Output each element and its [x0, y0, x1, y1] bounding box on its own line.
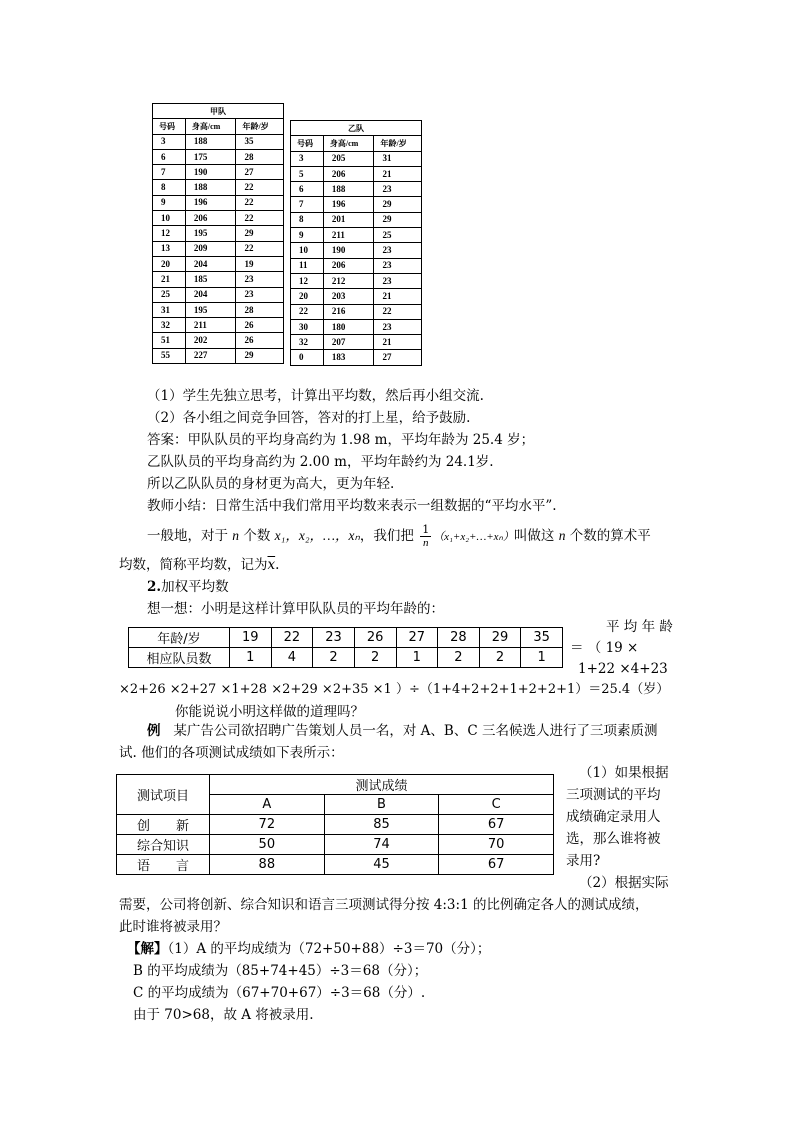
table-row	[291, 151, 422, 166]
definition2-text-b: .	[275, 557, 280, 573]
need-line-1: 需要，公司将创新、综合知识和语言三项测试得分按 4:3:1 的比例确定各人的测试成绩，	[119, 897, 649, 913]
table-row	[153, 165, 284, 180]
table-row	[291, 228, 422, 243]
table-cell: 9	[291, 228, 324, 243]
table-row	[153, 256, 284, 271]
table-row	[291, 243, 422, 258]
table-cell: 206	[323, 166, 374, 181]
count-cell: 2	[479, 648, 521, 668]
team-b-table	[290, 120, 422, 366]
table-cell: 25	[153, 287, 186, 302]
table-cell: 22	[291, 304, 324, 319]
table-cell: 204	[185, 287, 236, 302]
table-cell: 22	[374, 304, 422, 319]
table-cell: 6	[153, 149, 186, 164]
score-item: 综合知识	[117, 834, 210, 854]
definition2-text-a: 均数，简称平均数，记为	[119, 557, 268, 573]
table-row	[153, 149, 284, 164]
team-b-title: 乙队	[291, 121, 422, 136]
calc-right-2: ＝ （ 19 ×	[570, 640, 639, 656]
table-cell: 8	[291, 212, 324, 227]
table-cell: 5	[291, 166, 324, 181]
table-cell: 3	[291, 151, 324, 166]
table-cell: 196	[323, 197, 374, 212]
side-text-4: 选，那么谁将被	[566, 831, 661, 847]
table-cell: 23	[236, 272, 284, 287]
table-cell: 183	[323, 350, 374, 365]
table-cell: 12	[153, 226, 186, 241]
example-line-2: 试. 他们的各项测试成绩如下表所示：	[119, 745, 344, 761]
table-cell: 29	[236, 348, 284, 363]
table-cell: 31	[153, 302, 186, 317]
header-test-scores: 测试成绩	[210, 775, 554, 795]
table-cell: 9	[153, 195, 186, 210]
side-text-2: 三项测试的平均	[566, 787, 661, 803]
count-cell: 2	[354, 648, 396, 668]
table-cell: 7	[153, 165, 186, 180]
table-cell: 205	[323, 151, 374, 166]
table-row	[291, 197, 422, 212]
candidate-header: C	[439, 795, 554, 815]
section-2-number: 2.	[147, 579, 162, 595]
step-2: （2）各小组之间竞争回答，答对的打上星，给予鼓励.	[147, 410, 471, 426]
fraction-denominator: n	[422, 537, 429, 549]
age-cell: 28	[438, 628, 480, 648]
table-cell: 20	[291, 289, 324, 304]
table-cell: 6	[291, 182, 324, 197]
table-cell: 22	[236, 241, 284, 256]
score-cell: 85	[324, 814, 439, 834]
table-cell: 55	[153, 348, 186, 363]
table-row	[153, 302, 284, 317]
table-row	[291, 166, 422, 181]
table-cell: 27	[236, 165, 284, 180]
calc-right-3: 1+22 ×4+23	[578, 661, 668, 677]
fraction-numerator: 1	[422, 523, 430, 536]
count-cell: 4	[271, 648, 313, 668]
table-cell: 25	[374, 228, 422, 243]
table-row	[153, 318, 284, 333]
table-cell: 11	[291, 258, 324, 273]
definition-text-c: ，我们把	[359, 528, 414, 544]
age-label: 年龄/岁	[129, 628, 230, 648]
table-cell: 190	[185, 165, 236, 180]
definition-text-b: 个数	[243, 528, 271, 544]
xbar-symbol: $\overline{x}$	[267, 557, 276, 573]
calc-line: ×2+26 ×2+27 ×1+28 ×2+29 ×2+35 ×1 ）÷（1+4+2+2+1+2+2+1）＝25.4（岁）	[119, 682, 670, 697]
table-cell: 26	[236, 318, 284, 333]
table-cell: 209	[185, 241, 236, 256]
table-cell: 29	[374, 197, 422, 212]
age-cell: 27	[396, 628, 438, 648]
score-cell: 50	[210, 834, 325, 854]
table-row	[153, 272, 284, 287]
table-cell: 28	[236, 149, 284, 164]
table-row	[153, 211, 284, 226]
table-cell: 8	[153, 180, 186, 195]
example-label: 例	[147, 723, 161, 739]
think-prompt: 想一想：小明是这样计算甲队队员的平均年龄的：	[147, 601, 444, 617]
table-cell: 227	[185, 348, 236, 363]
table-cell: 29	[236, 226, 284, 241]
answer-line-2: 乙队队员的平均身高约为 2.00 m，平均年龄约为 24.1岁.	[147, 454, 494, 470]
table-row	[153, 348, 284, 363]
score-cell: 67	[439, 854, 554, 874]
side-text-6: （2）根据实际	[579, 875, 669, 891]
table-cell: 211	[323, 228, 374, 243]
score-cell: 88	[210, 854, 325, 874]
table-cell: 188	[185, 180, 236, 195]
column-header: 号码	[153, 119, 186, 134]
age-count-table	[128, 627, 563, 668]
count-cell: 2	[313, 648, 355, 668]
table-cell: 211	[185, 318, 236, 333]
table-row	[291, 273, 422, 288]
table-row	[291, 289, 422, 304]
table-cell: 196	[185, 195, 236, 210]
table-row	[153, 180, 284, 195]
table-cell: 206	[185, 211, 236, 226]
table-row	[153, 287, 284, 302]
table-cell: 13	[153, 241, 186, 256]
column-header: 号码	[291, 136, 324, 151]
team-a-table	[152, 103, 284, 364]
table-cell: 23	[374, 182, 422, 197]
example-line-1	[147, 722, 657, 740]
score-cell: 70	[439, 834, 554, 854]
solution-line-4: 由于 70>68，故 A 将被录用.	[133, 1007, 314, 1023]
table-cell: 29	[374, 212, 422, 227]
column-header: 年龄/岁	[374, 136, 422, 151]
score-item: 语 言	[117, 854, 210, 874]
table-cell: 0	[291, 350, 324, 365]
table-cell: 21	[374, 335, 422, 350]
table-cell: 195	[185, 226, 236, 241]
answer-line-3: 所以乙队队员的身材更为高大，更为年轻.	[147, 476, 395, 492]
score-cell: 74	[324, 834, 439, 854]
age-cell: 35	[521, 628, 563, 648]
table-cell: 23	[374, 273, 422, 288]
answer-line-1: 答案：甲队队员的平均身高约为 1.98 m，平均年龄为 25.4 岁；	[147, 432, 535, 448]
fraction-one-over-n	[420, 524, 431, 549]
table-cell: 21	[374, 166, 422, 181]
table-cell: 10	[153, 211, 186, 226]
age-cell: 22	[271, 628, 313, 648]
solution-text-1: （1）A 的平均成绩为（72+50+88）÷3＝70（分）；	[167, 941, 491, 957]
section-2-heading	[147, 578, 229, 596]
column-header: 身高/cm	[323, 136, 374, 151]
table-row	[291, 212, 422, 227]
table-cell: 203	[323, 289, 374, 304]
definition-sum: （x₁+x₂+…+xₙ）	[433, 531, 514, 543]
table-cell: 23	[374, 319, 422, 334]
table-cell: 23	[374, 243, 422, 258]
table-cell: 202	[185, 333, 236, 348]
age-cell: 29	[479, 628, 521, 648]
table-row	[153, 333, 284, 348]
step-1: （1）学生先独立思考，计算出平均数，然后再小组交流.	[147, 388, 484, 404]
definition-line-2	[119, 556, 279, 574]
score-table	[116, 774, 554, 875]
table-cell: 22	[236, 180, 284, 195]
age-cell: 19	[230, 628, 272, 648]
table-cell: 21	[153, 272, 186, 287]
definition-text-d: 叫做这	[513, 528, 555, 544]
solution-label: 【解】	[127, 941, 168, 957]
score-cell: 72	[210, 814, 325, 834]
table-cell: 35	[236, 134, 284, 149]
table-cell: 22	[236, 211, 284, 226]
count-cell: 1	[230, 648, 272, 668]
table-cell: 51	[153, 333, 186, 348]
table-cell: 175	[185, 149, 236, 164]
need-line-2: 此时谁将被录用？	[119, 919, 227, 935]
table-cell: 180	[323, 319, 374, 334]
score-item: 创 新	[117, 814, 210, 834]
table-cell: 20	[153, 256, 186, 271]
solution-line-3: C 的平均成绩为（67+70+67）÷3＝68（分）.	[133, 985, 426, 1001]
age-cell: 26	[354, 628, 396, 648]
table-cell: 26	[236, 333, 284, 348]
header-test-item: 测试项目	[117, 775, 210, 815]
table-cell: 19	[236, 256, 284, 271]
count-cell: 1	[521, 648, 563, 668]
side-text-5: 录用?	[566, 853, 601, 869]
age-cell: 23	[313, 628, 355, 648]
table-cell: 185	[185, 272, 236, 287]
definition-n-2: n	[558, 528, 566, 543]
table-cell: 28	[236, 302, 284, 317]
table-row	[291, 350, 422, 365]
table-cell: 216	[323, 304, 374, 319]
table-cell: 30	[291, 319, 324, 334]
table-cell: 7	[291, 197, 324, 212]
calc-right-1: 平 均 年 龄	[606, 619, 673, 635]
table-cell: 207	[323, 335, 374, 350]
table-cell: 204	[185, 256, 236, 271]
column-header: 身高/cm	[185, 119, 236, 134]
table-cell: 206	[323, 258, 374, 273]
teacher-summary: 教师小结：日常生活中我们常用平均数来表示一组数据的“平均水平”.	[147, 498, 557, 514]
table-cell: 21	[374, 289, 422, 304]
example-text-1: 某广告公司欲招聘广告策划人员一名，对 A、B、C 三名候选人进行了三项素质测	[173, 723, 658, 739]
definition-text-e: 个数的算术平	[569, 528, 651, 544]
table-cell: 32	[291, 335, 324, 350]
reason-question: 你能说说小明这样做的道理吗？	[175, 704, 364, 720]
score-cell: 67	[439, 814, 554, 834]
solution-line-2: B 的平均成绩为（85+74+45）÷3＝68（分）；	[133, 963, 428, 979]
table-row	[291, 319, 422, 334]
table-cell: 212	[323, 273, 374, 288]
table-row	[153, 241, 284, 256]
table-cell: 27	[374, 350, 422, 365]
table-cell: 31	[374, 151, 422, 166]
table-cell: 201	[323, 212, 374, 227]
table-cell: 10	[291, 243, 324, 258]
table-cell: 190	[323, 243, 374, 258]
table-row	[291, 182, 422, 197]
definition-text-a: 一般地，对于	[147, 528, 228, 544]
count-cell: 2	[438, 648, 480, 668]
table-row	[153, 134, 284, 149]
score-row	[117, 834, 554, 854]
column-header: 年龄/岁	[236, 119, 284, 134]
table-cell: 195	[185, 302, 236, 317]
table-cell: 188	[185, 134, 236, 149]
score-row	[117, 814, 554, 834]
table-cell: 23	[236, 287, 284, 302]
table-row	[153, 226, 284, 241]
score-row	[117, 854, 554, 874]
count-label: 相应队员数	[129, 648, 230, 668]
definition-n: n	[232, 528, 240, 543]
candidate-header: A	[210, 795, 325, 815]
section-2-title: 加权平均数	[161, 579, 229, 595]
definition-line-1	[147, 524, 651, 549]
table-row	[291, 258, 422, 273]
table-cell: 22	[236, 195, 284, 210]
table-cell: 12	[291, 273, 324, 288]
side-text-1: （1）如果根据	[579, 765, 669, 781]
candidate-header: B	[324, 795, 439, 815]
count-cell: 1	[396, 648, 438, 668]
side-text-3: 成绩确定录用人	[566, 809, 661, 825]
table-cell: 188	[323, 182, 374, 197]
table-cell: 23	[374, 258, 422, 273]
table-row	[153, 195, 284, 210]
score-cell: 45	[324, 854, 439, 874]
table-row	[291, 335, 422, 350]
team-a-title: 甲队	[153, 104, 284, 119]
table-cell: 32	[153, 318, 186, 333]
table-cell: 3	[153, 134, 186, 149]
table-row	[291, 304, 422, 319]
solution-line-1	[127, 940, 490, 958]
definition-xs: x₁，x₂，…，xₙ	[274, 528, 360, 543]
